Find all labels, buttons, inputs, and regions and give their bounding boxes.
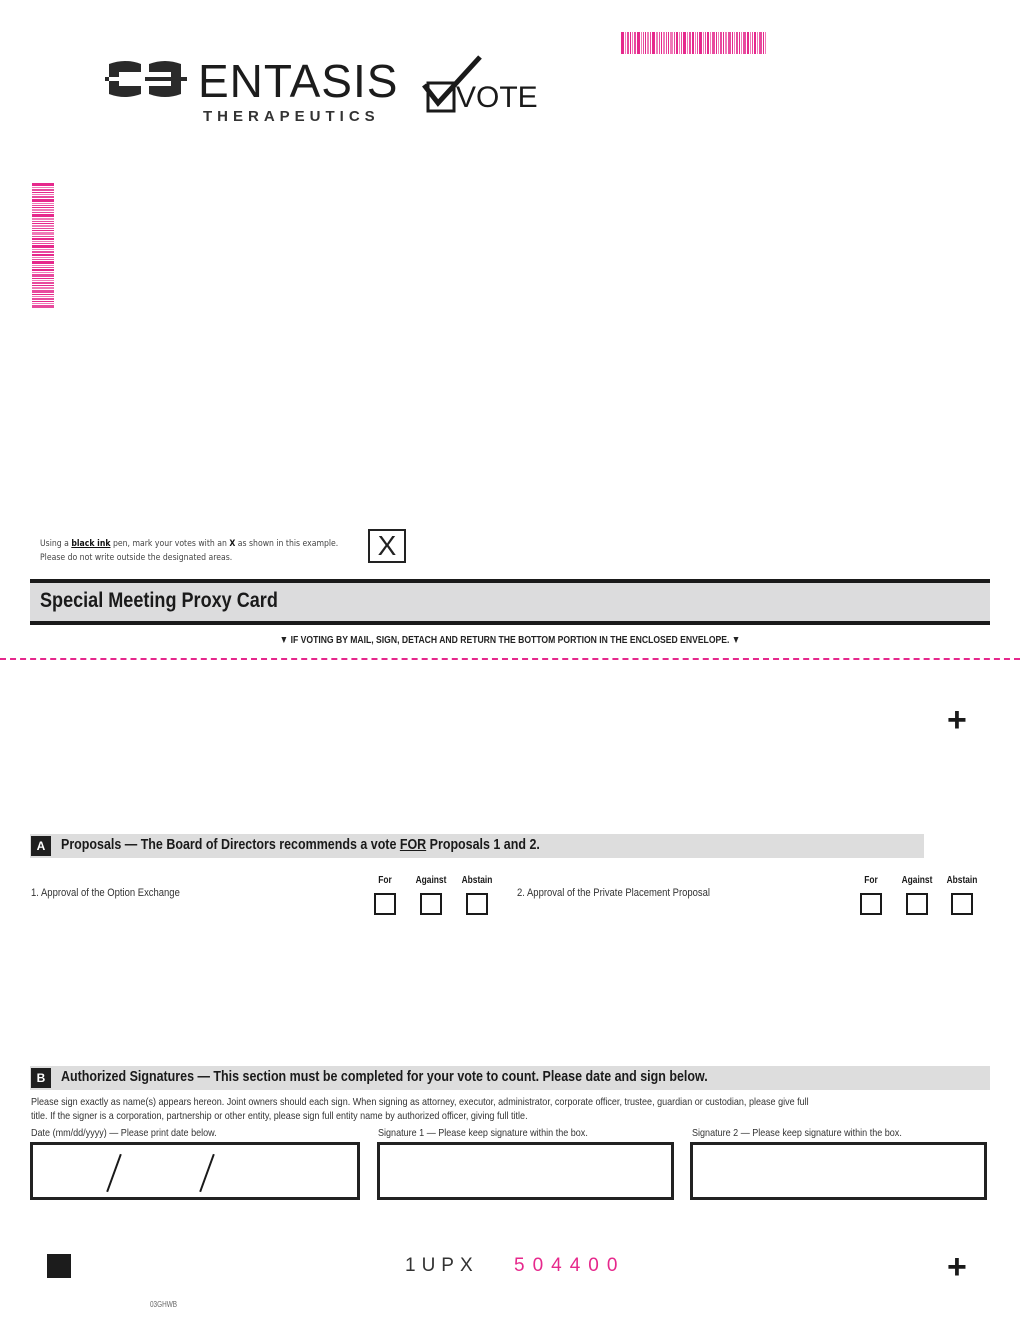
section-b-title: Authorized Signatures — This section must be completed for your vote to count. Please date and sign below. xyxy=(61,1069,708,1085)
barcode-side xyxy=(32,183,54,355)
vote-logo xyxy=(422,55,538,117)
proposal-1-abstain-label: Abstain xyxy=(461,874,493,886)
date-input-box[interactable] xyxy=(30,1142,360,1200)
section-a-title: Proposals — The Board of Directors recommends a vote FOR Proposals 1 and 2. xyxy=(61,837,540,853)
date-separator-1 xyxy=(106,1154,122,1192)
company-name: ENTASIS xyxy=(198,55,399,107)
proposal-2-against-label: Against xyxy=(901,874,933,886)
barcode-top xyxy=(621,32,851,54)
company-subtitle: THERAPEUTICS xyxy=(203,108,380,125)
registration-square-icon xyxy=(47,1254,71,1278)
proposal-2-abstain-label: Abstain xyxy=(946,874,978,886)
proposal-1-against-label: Against xyxy=(415,874,447,886)
footer-code: 1UPX xyxy=(405,1255,479,1276)
form-code: 03GHWB xyxy=(150,1300,178,1309)
signature-1-label: Signature 1 — Please keep signature within the box. xyxy=(378,1127,588,1139)
signature-1-box[interactable] xyxy=(377,1142,674,1200)
proposal-1-for-label: For xyxy=(378,874,392,886)
detach-perforation-line xyxy=(0,658,1020,660)
signature-2-label: Signature 2 — Please keep signature within the box. xyxy=(692,1127,902,1139)
signing-instructions-line-2: title. If the signer is a corporation, partnership or other entity, please sign full entity name by authorized officer, giving full title. xyxy=(31,1110,528,1122)
entasis-logo-mark-icon xyxy=(105,56,187,102)
date-label: Date (mm/dd/yyyy) — Please print date below. xyxy=(31,1127,217,1139)
proposal-1-for-checkbox[interactable] xyxy=(374,893,396,915)
proposal-1-abstain-checkbox[interactable] xyxy=(466,893,488,915)
proposal-2-label: 2. Approval of the Private Placement Proposal xyxy=(517,887,710,899)
detach-notice: ▼ IF VOTING BY MAIL, SIGN, DETACH AND RETURN THE BOTTOM PORTION IN THE ENCLOSED ENVELOPE. ▼ xyxy=(279,634,741,646)
registration-mark-icon: + xyxy=(947,701,967,739)
proposal-2-for-label: For xyxy=(864,874,878,886)
proposal-2-abstain-checkbox[interactable] xyxy=(951,893,973,915)
date-separator-2 xyxy=(199,1154,215,1192)
black-ink-emphasis: black ink xyxy=(71,539,111,549)
section-b-badge: B xyxy=(31,1068,51,1088)
vote-text: VOTE xyxy=(456,81,538,114)
proposal-1-against-checkbox[interactable] xyxy=(420,893,442,915)
footer-number: 504400 xyxy=(514,1255,626,1276)
registration-mark-bottom-icon: + xyxy=(947,1248,967,1286)
signing-instructions-line-1: Please sign exactly as name(s) appears hereon. Joint owners should each sign. When signing as attorney, executor, administrator, corporate officer, trustee, guardian or custodian, please give full xyxy=(31,1096,809,1108)
card-title: Special Meeting Proxy Card xyxy=(40,589,278,612)
proposal-2-for-checkbox[interactable] xyxy=(860,893,882,915)
example-mark-box: X xyxy=(368,529,406,563)
signature-2-box[interactable] xyxy=(690,1142,987,1200)
proposal-2-against-checkbox[interactable] xyxy=(906,893,928,915)
section-a-badge: A xyxy=(31,836,51,856)
proposal-1-label: 1. Approval of the Option Exchange xyxy=(31,887,180,899)
marking-instructions: Using a black ink pen, mark your votes with an X as shown in this example. Please do not write outside the designated areas. xyxy=(40,539,339,563)
